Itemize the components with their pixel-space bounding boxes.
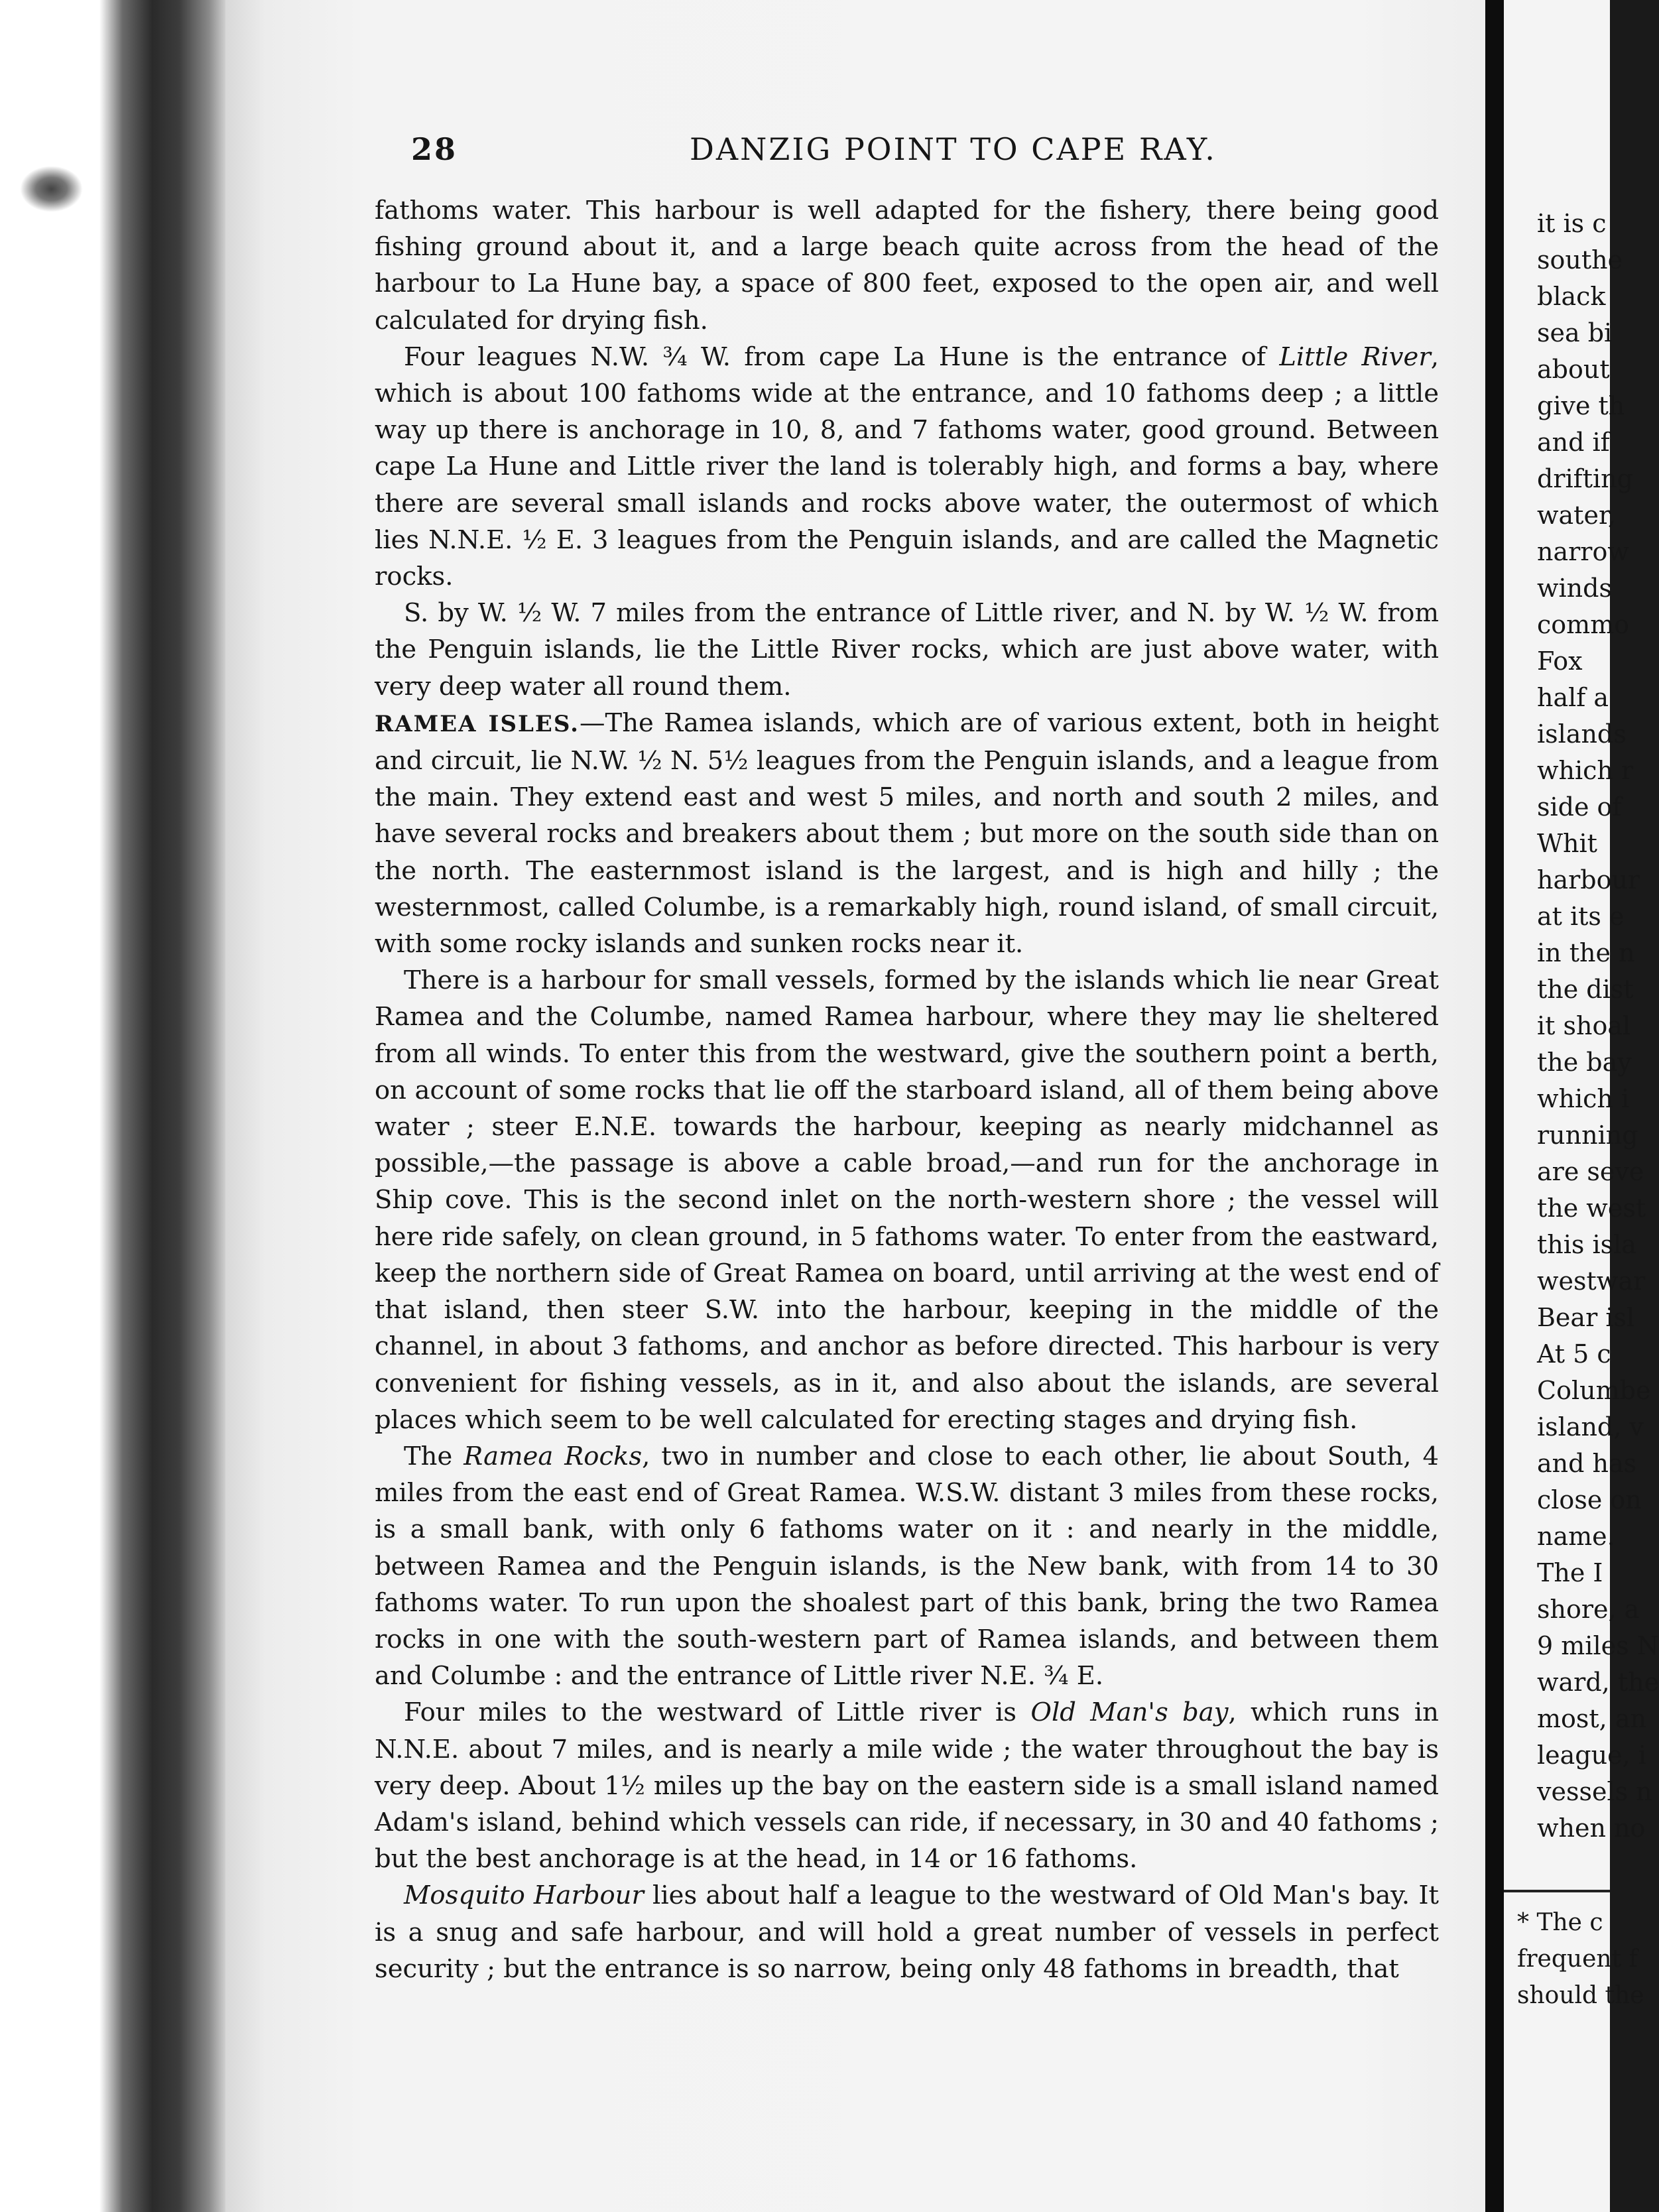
right-page-line: sea bi — [1537, 318, 1613, 347]
right-page-line: vessels n — [1537, 1777, 1652, 1806]
page-number: 28 — [411, 131, 458, 167]
paragraph-8 — [375, 1877, 1439, 1987]
paragraph-4 — [375, 705, 1439, 962]
body-text — [375, 192, 1439, 1987]
right-page-text — [1537, 206, 1659, 1847]
right-page-line: it is c — [1537, 209, 1607, 238]
right-page-line: narrow — [1537, 537, 1629, 566]
place-name-old-mans-bay: Old Man's bay — [1030, 1697, 1229, 1728]
right-page-line: commo — [1537, 610, 1630, 639]
footnote-line: should the — [1517, 1982, 1644, 2009]
section-heading-ramea-isles: RAMEA ISLES. — [375, 710, 580, 737]
right-page-line: in the n — [1537, 938, 1635, 967]
right-page-footnote — [1504, 1890, 1644, 2014]
right-page-line: the bay — [1537, 1048, 1632, 1077]
paragraph-6-text-cont: , two in number and close to each other, lie about South, 4 miles from the east end of Great Ramea. W.S.W. distant 3 miles from these rocks, is a small bank, with only 6 fathoms water on it : and nearly in the middle, between Ramea and the Penguin islands, is the New bank, with from 14 to 30 fathoms water. To run upon the shoalest part of this bank, bring the two Ramea rocks in one with the south-western part of Ramea islands, and between them and Columbe : and the entrance of Little river N.E. ¾ E. — [375, 1441, 1439, 1691]
right-page-line: the dist — [1537, 975, 1634, 1004]
right-page-line: southe — [1537, 245, 1623, 275]
right-page-line: which i — [1537, 1084, 1630, 1113]
right-page-line: drifting — [1537, 464, 1633, 493]
place-name-mosquito-harbour: Mosquito Harbour — [404, 1880, 644, 1911]
right-page-line: and if — [1537, 428, 1610, 457]
paragraph-6 — [375, 1438, 1439, 1694]
paragraph-7-text-cont: , which runs in N.N.E. about 7 miles, and is nearly a mile wide ; the water throughout the bay is very deep. About 1½ miles up the bay on the eastern side is a small island named Adam's island, behind which vessels can ride, if necessary, in 30 and 40 fathoms ; but the best anchorage is at the head, in 14 or 16 fathoms. — [375, 1697, 1439, 1874]
right-page-line: black — [1537, 282, 1606, 311]
right-page-line: the west — [1537, 1194, 1646, 1223]
paragraph-7-text: Four miles to the westward of Little river is — [404, 1697, 1031, 1728]
right-page-line: island, v — [1537, 1412, 1644, 1442]
right-page-line: running — [1537, 1121, 1638, 1150]
footnote-rule — [1504, 1890, 1610, 1892]
paragraph-2 — [375, 339, 1439, 595]
place-name-ramea-rocks: Ramea Rocks — [463, 1441, 643, 1471]
right-page-line: harbour — [1537, 865, 1640, 894]
scan-border-left — [0, 0, 225, 2212]
right-page-line: winds — [1537, 574, 1612, 603]
right-page-line: Fox — [1537, 646, 1583, 676]
right-page-line: this isla — [1537, 1230, 1636, 1259]
paragraph-1: fathoms water. This harbour is well adapted for the fishery, there being good fishing ground about it, and a large beach quite across from the head of the harbour to La Hune bay, a space of 800 feet, exposed to the open air, and well calculated for drying fish. — [375, 196, 1439, 336]
right-page-line: At 5 c — [1537, 1339, 1611, 1369]
right-page-line: side of — [1537, 792, 1622, 822]
right-page-line: which r — [1537, 756, 1634, 785]
right-page-line: most, an — [1537, 1704, 1646, 1733]
right-page-line: islands — [1537, 719, 1627, 749]
right-page-line: Whit — [1537, 829, 1597, 858]
right-page-line: westwar — [1537, 1266, 1646, 1296]
page-header — [411, 126, 1445, 172]
footnote-line: * The c — [1517, 1909, 1603, 1936]
page-gutter — [1485, 0, 1504, 2212]
right-page-line: when no — [1537, 1813, 1646, 1843]
running-head: DANZIG POINT TO CAPE RAY. — [690, 131, 1217, 167]
right-page-line: league, i — [1537, 1741, 1646, 1770]
place-name-little-river: Little River — [1279, 341, 1431, 372]
paragraph-2-text-cont: , which is about 100 fathoms wide at the entrance, and 10 fathoms deep ; a little way up there is anchorage in 10, 8, and 7 fathoms water, good ground. Between cape La Hune and Little river the land is tolerably high, and forms a bay, where there are several small islands and rocks above water, the outermost of which lies N.N.E. ½ E. 3 leagues from the Penguin islands, and are called the Magnetic rocks. — [375, 341, 1439, 592]
right-page-line: name. — [1537, 1522, 1615, 1551]
right-page-line: at its e — [1537, 902, 1625, 931]
right-page-line: The I — [1537, 1558, 1603, 1587]
footnote-lines — [1504, 1904, 1644, 2014]
right-page-line: half a — [1537, 683, 1609, 712]
paragraph-6-text: The — [404, 1441, 464, 1471]
ink-blot — [20, 166, 83, 212]
paragraph-4-text: —The Ramea islands, which are of various extent, both in height and circuit, lie N.W. ½ N. 5½ leagues from the Penguin islands, and a league from the main. They extend east and west 5 miles, and north and south 2 miles, and have several rocks and breakers about them ; but more on the south side than on the north. The easternmost island is the largest, and is high and hilly ; the westernmost, called Columbe, is a remarkably high, round island, of small circuit, with some rocky islands and sunken rocks near it. — [375, 707, 1439, 959]
right-page-line: it shoal — [1537, 1011, 1631, 1040]
paragraph-5: There is a harbour for small vessels, formed by the islands which lie near Great Ramea and the Columbe, named Ramea harbour, where they may lie sheltered from all winds. To enter this from the westward, give the southern point a berth, on account of some rocks that lie off the starboard island, all of them being above water ; steer E.N.E. towards the harbour, keeping as nearly midchannel as possible,—the passage is above a cable broad,—and run for the anchorage in Ship cove. This is the second inlet on the north-western shore ; the vessel will here ride safely, on clean ground, in 5 fathoms water. To enter from the eastward, keep the northern side of Great Ramea on board, until arriving at the west end of that island, then steer S.W. into the harbour, keeping in the middle of the channel, in about 3 fathoms, and anchor as before directed. This harbour is very convenient for fishing vessels, as in it, and also about the islands, are several places which seem to be well calculated for erecting stages and drying fish. — [375, 965, 1439, 1435]
footnote-line: frequent f — [1517, 1945, 1638, 1973]
paragraph-8-text: lies about half a league to the westward of Old Man's bay. It is a snug and safe harbour, and will hold a great number of vessels in perfect security ; but the entrance is so narrow, being only 48 fathoms in breadth, that — [375, 1880, 1439, 1984]
paragraph-7 — [375, 1694, 1439, 1877]
right-page-line: water, — [1537, 501, 1617, 530]
right-page-line: 9 miles N — [1537, 1631, 1659, 1660]
right-page-line: close on — [1537, 1485, 1642, 1514]
right-page-line: give th — [1537, 391, 1625, 420]
right-page-line: ward, the — [1537, 1668, 1659, 1697]
right-page-line: Columbe — [1537, 1376, 1651, 1405]
paragraph-3: S. by W. ½ W. 7 miles from the entrance of Little river, and N. by W. ½ W. from the Penguin islands, lie the Little River rocks, which are just above water, with very deep water all round them. — [375, 598, 1439, 702]
right-page-line: and has — [1537, 1449, 1637, 1478]
right-page-line: shore, a — [1537, 1595, 1640, 1624]
right-page-line: Bear isl — [1537, 1303, 1635, 1332]
right-page-line: about — [1537, 355, 1610, 384]
right-page-line: are seve — [1537, 1157, 1644, 1186]
paragraph-2-text: Four leagues N.W. ¾ W. from cape La Hune is the entrance of — [404, 341, 1280, 372]
